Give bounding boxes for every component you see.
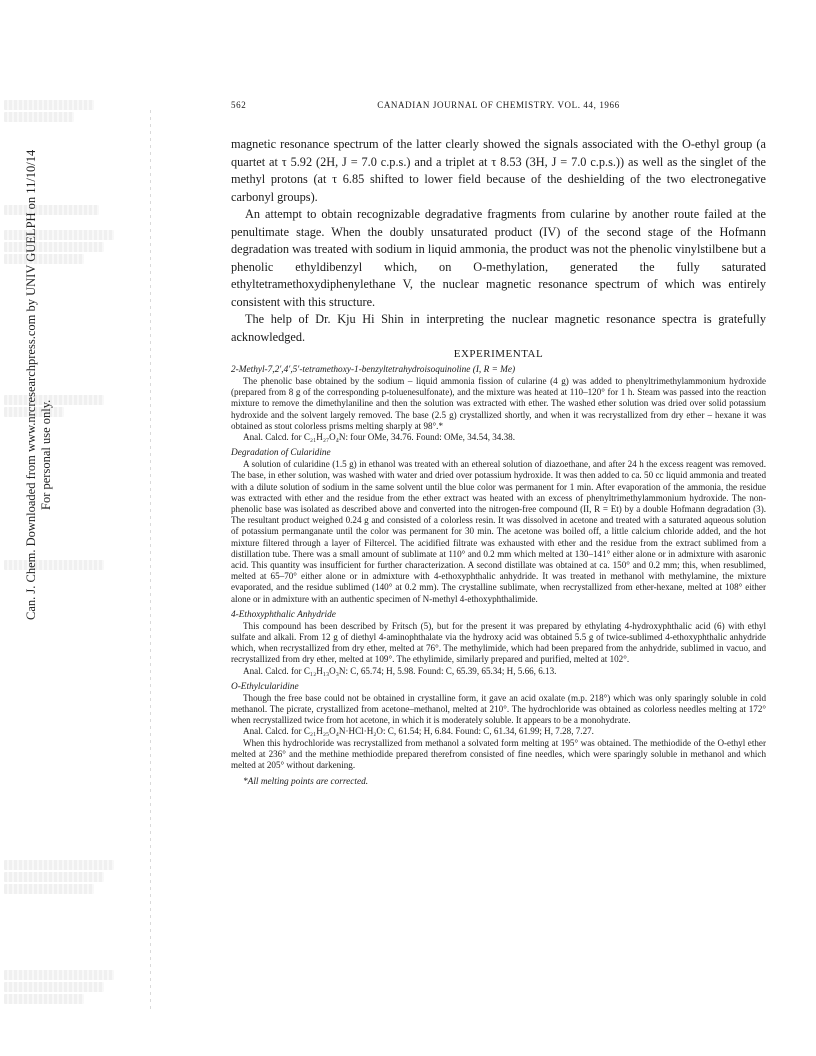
experimental-section bbox=[231, 447, 766, 605]
section-title: 4-Ethoxyphthalic Anhydride bbox=[231, 609, 336, 620]
journal-page bbox=[231, 100, 766, 787]
body-paragraph: magnetic resonance spectrum of the latter clearly showed the signals associated with the O-ethyl group (a quartet at τ 5.92 (2H, J = 7.0 c.p.s.) and a triplet at τ 8.53 (3H, J = 7.0 c.p.s.)) as well as the singlet of the methyl protons (at τ 6.85 shifted to lower field because of the deshielding of the two electronegative carbonyl groups). bbox=[231, 137, 766, 204]
section-title: 2-Methyl-7,2′,4′,5′-tetramethoxy-1-benzyltetrahydroisoquinoline (I, R = Me) bbox=[231, 365, 516, 375]
download-watermark bbox=[24, 150, 54, 620]
watermark-line-2: For personal use only. bbox=[39, 399, 53, 510]
section-title: O-Ethylcularidine bbox=[231, 681, 299, 692]
section-paragraph: The phenolic base obtained by the sodium – liquid ammonia fission of cularine (4 g) was added to phenyltrimethylammonium hydroxide (prepared from 8 g of the corresponding p-toluenesulfonate), and the mixture was heated at 110–120° for 1 h. Steam was passed into the reaction mixture to remove the dimethylaniline and then the solution was extracted with ether. The washed ether solution was dried over solid potassium hydroxide and the solvent largely removed. The base (2.5 g) crystallized shortly, and when it was recrystallized from dry ether – hexane it was obtained as stout colorless prisms melting sharply at 98°.* bbox=[231, 376, 766, 431]
experimental-section bbox=[231, 364, 766, 443]
footnote: *All melting points are corrected. bbox=[243, 777, 369, 788]
left-margin-bleedthrough bbox=[0, 0, 150, 1056]
section-paragraph: This compound has been described by Fritsch (5), but for the present it was prepared by ethylating 4-hydroxyphthalic acid (6) with ethyl sulfate and alkali. From 12 g of diethyl 4-aminophthalate via the hydroxy acid was obtained 5.5 g of twice-sublimed 4-ethoxyphthalic anhydride which, when recrystallized from dry ether, melted at 76°. The methylimide, which had been prepared from the anhydride, sublimed in vacuo, and recrystallized from dry ether, melted at 109°. The ethylimide, similarly prepared and purified, melted at 102°. bbox=[231, 620, 766, 665]
analysis-line: Anal. Calcd. for C₂₁H₂₅O₄N·HCl·H₂O: C, 61.54; H, 6.84. Found: C, 61.34, 61.99; H, 7.28, 7.27. bbox=[243, 726, 594, 737]
page-number: 562 bbox=[231, 100, 247, 110]
experimental-heading: EXPERIMENTAL bbox=[453, 348, 544, 360]
section-title: Degradation of Cularidine bbox=[231, 448, 331, 459]
experimental-section bbox=[231, 681, 766, 771]
analysis-line: Anal. Calcd. for C₁₂H₁₃O₃N: C, 65.74; H, 5.98. Found: C, 65.39, 65.34; H, 5.66, 6.13. bbox=[243, 665, 557, 676]
journal-title: CANADIAN JOURNAL OF CHEMISTRY. VOL. 44, 1966 bbox=[377, 100, 620, 110]
section-paragraph: When this hydrochloride was recrystallized from methanol a solvated form melting at 195° was obtained. The methiodide of the O-ethyl ether melted at 236° and the methine methiodide prepared therefrom consisted of fine needles, which were sparingly soluble in methanol and which melted at 205° without darkening. bbox=[231, 737, 766, 771]
analysis-line: Anal. Calcd. for C₂₁H₂₇O₄N: four OMe, 34.76. Found: OMe, 34.54, 34.38. bbox=[243, 432, 515, 443]
experimental-section bbox=[231, 609, 766, 677]
running-header bbox=[231, 100, 766, 114]
watermark-line-1: Can. J. Chem. Downloaded from www.nrcresearchpress.com by UNIV GUELPH on 11/10/14 bbox=[24, 149, 38, 620]
body-paragraph: An attempt to obtain recognizable degradative fragments from cularine by another route failed at the penultimate stage. When the doubly unsaturated product (IV) of the second stage of the Hofmann degradation was treated with sodium in liquid ammonia, the product was not the phenolic vinylstilbene but a phenolic ethyldibenzyl which, on O-methylation, generated the fully saturated ethyltetramethoxydiphenylethane V, the nuclear magnetic resonance spectrum of which was entirely consistent with this structure. bbox=[231, 207, 766, 309]
section-paragraph: A solution of cularidine (1.5 g) in ethanol was treated with an ethereal solution of diazoethane, and after 24 h the excess reagent was removed. The base, in ether solution, was washed with water and dried over potassium hydroxide. It was then added to ca. 50 cc liquid ammonia and treated with a dilute solution of sodium in the same solvent until the blue color was permanent for 1 min. After evaporation of the ammonia, the residue was extracted with ether and the residue from the ether extract was heated with an excess of phenyltrimethylammonium hydroxide. The non-phenolic base was isolated as described above and converted into the nitrogen-free compound (II, R = Et) by a double Hofmann degradation (3). The resultant product weighed 0.24 g and consisted of a colorless resin. It was dissolved in acetone and treated with a saturated aqueous solution of potassium permanganate until the color was permanent for 30 min. The acetone was boiled off, a little calcium chloride added, and the hot mixture filtered through a layer of Filtercel. The acidified filtrate was exhausted with ether and the residue from the extract sublimed from a distillation tube. There was a small amount of sublimate at 110° and 0.2 mm which melted at 130–141° either alone or in admixture with asaronic acid. This quantity was insufficient for further characterization. A second distillate was obtained at ca. 150° and 0.2 mm; this, when resublimed, melted at 65–70° either alone or in admixture with 4-ethoxyphthalic anhydride. It was treated in methanol with methylamine, the mixture evaporated, and the residue sublimed (140° at 0.2 mm). The crystalline sublimate, when recrystallized from ether-hexane, melted at 108° either alone or in admixture with an authentic specimen of N-methyl 4-ethoxyphthalimide. bbox=[231, 459, 766, 604]
body-paragraph: The help of Dr. Kju Hi Shin in interpreting the nuclear magnetic resonance spectra is gratefully acknowledged. bbox=[231, 312, 766, 344]
gutter-line bbox=[150, 110, 151, 1010]
section-paragraph: Though the free base could not be obtained in crystalline form, it gave an acid oxalate (m.p. 218°) which was only sparingly soluble in cold methanol. The picrate, crystallized from acetone–methanol, melted at 210°. The hydrochloride was obtained as colorless needles melting at 172° when recrystallized twice from hot acetone, in which it is moderately soluble. It appears to be a monohydrate. bbox=[231, 692, 766, 726]
